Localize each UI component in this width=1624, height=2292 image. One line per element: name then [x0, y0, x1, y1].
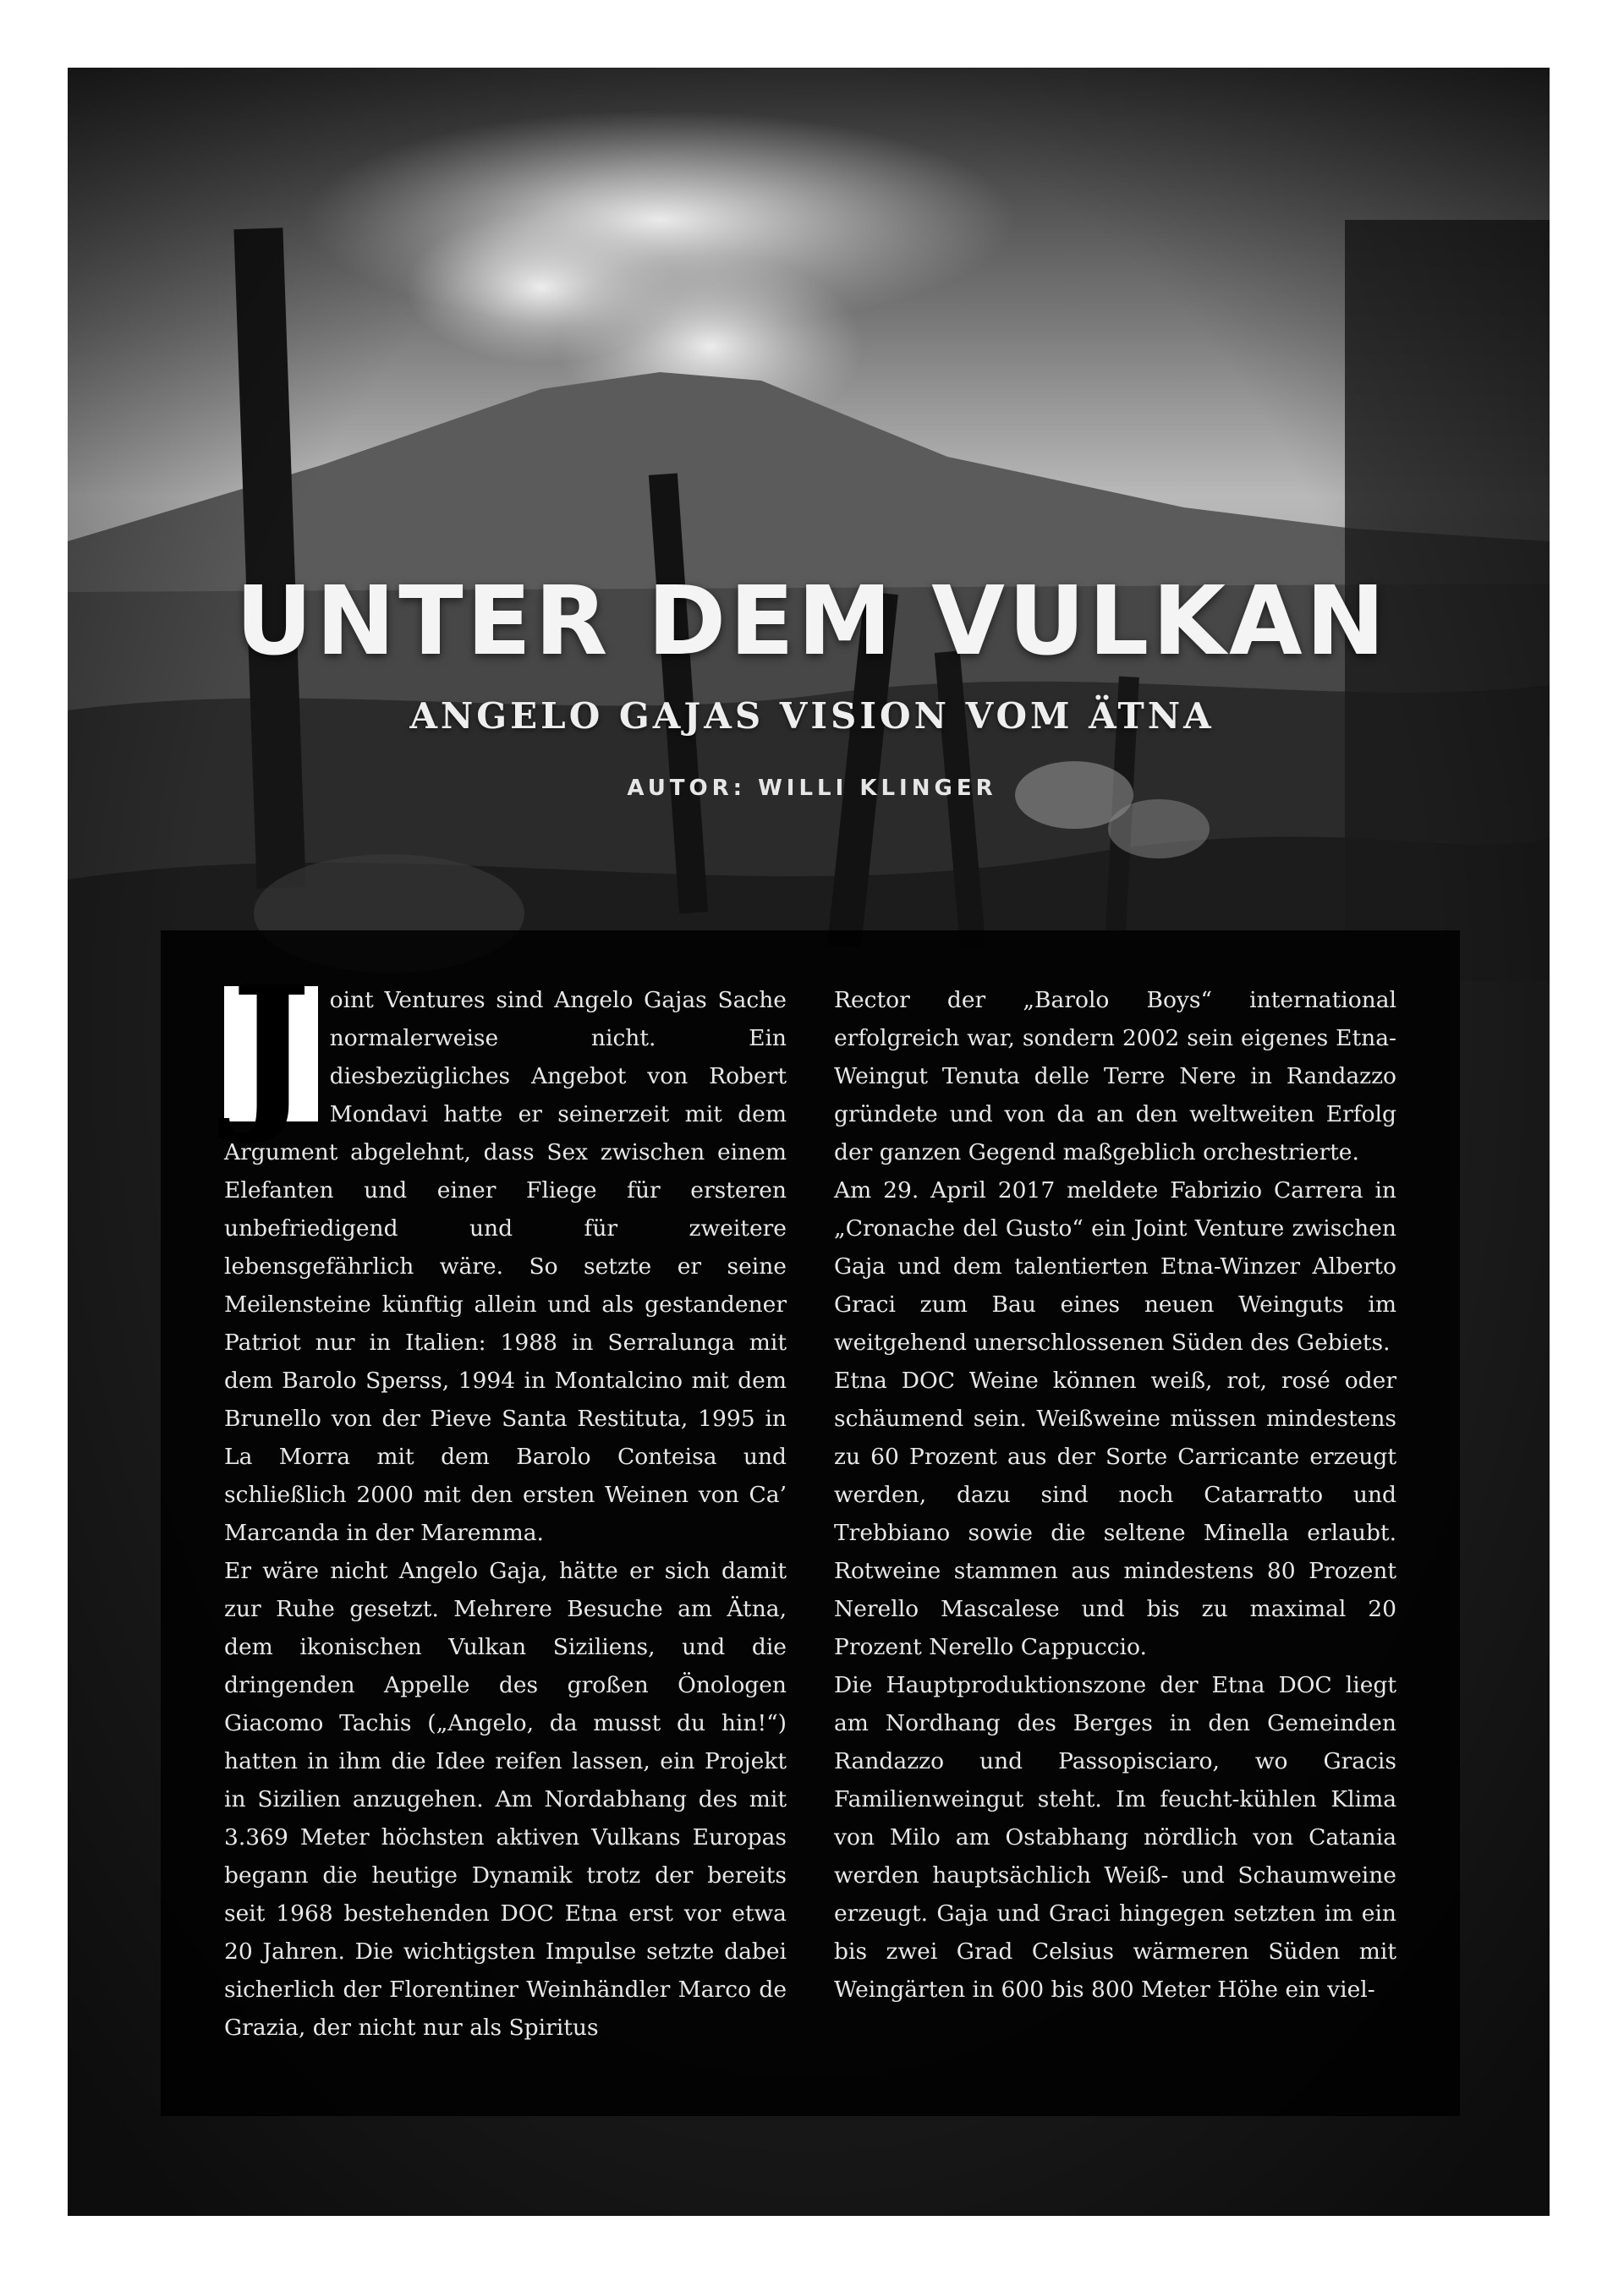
column-left — [224, 950, 787, 2047]
drop-cap: J — [224, 986, 318, 1121]
paragraph: Die Hauptproduktionszone der Etna DOC liegt am Nordhang des Berges in den Gemeinden Randazzo und Passopisciaro, wo Gracis Familienweingut steht. Im feucht-kühlen Klima von Milo am Ostabhang nördlich von Catania werden hauptsächlich Weiß- und Schaumweine erzeugt. Gaja und Graci hingegen setzten im ein bis zwei Grad Celsius wärmeren Süden mit Weingärten in 600 bis 800 Meter Höhe ein viel- — [834, 1672, 1396, 2003]
paragraph: Am 29. April 2017 meldete Fabrizio Carrera in „Cronache del Gusto“ ein Joint Venture zwischen Gaja und dem talentierten Etna-Winzer Alberto Graci zum Bau eines neuen Weinguts im weitgehend unerschlossenen Süden des Gebiets. — [834, 1177, 1396, 1356]
paragraph: Er wäre nicht Angelo Gaja, hätte er sich damit zur Ruhe gesetzt. Mehrere Besuche am Ätna, dem ikonischen Vulkan Siziliens, und die dringenden Appelle des großen Önologen Giacomo Tachis („Angelo, da musst du hin!“) hatten in ihm die Idee reifen lassen, ein Projekt in Sizilien anzugehen. Am Nordabhang des mit 3.369 Meter höchsten aktiven Vulkans Europas begann die heutige Dynamik trotz der bereits seit 1968 bestehenden DOC Etna erst vor etwa 20 Jahren. Die wichtigsten Impulse setzte dabei sicherlich der Florentiner Weinhändler Marco de Grazia, der nicht nur als Spiritus — [224, 1558, 787, 2041]
article-columns — [224, 950, 1396, 2047]
article-title: UNTER DEM VULKAN — [235, 567, 1389, 677]
article-subtitle: ANGELO GAJAS VISION VOM ÄTNA — [409, 695, 1215, 737]
column-right — [834, 981, 1396, 2047]
paragraph: Etna DOC Weine können weiß, rot, rosé oder schäumend sein. Weißweine müssen mindestens zu 60 Prozent aus der Sorte Carricante erzeugt werden, dazu sind noch Catarratto und Trebbiano sowie die seltene Minella erlaubt. Rotweine stammen aus mindestens 80 Prozent Nerello Mascalese und bis zu maximal 20 Prozent Nerello Cappuccio. — [834, 1368, 1396, 1660]
article-text-box — [161, 930, 1460, 2116]
paragraph: Rector der „Barolo Boys“ international erfolgreich war, sondern 2002 sein eigenes Etna-Weingut Tenuta delle Terre Nere in Randazzo gründete und von da an den weltweiten Erfolg der ganzen Gegend maßgeblich orchestrierte. — [834, 987, 1396, 1165]
article-author: AUTOR: WILLI KLINGER — [627, 776, 997, 801]
paragraph — [224, 950, 787, 1552]
paragraph-text: oint Ventures sind Angelo Gajas Sache normalerweise nicht. Ein diesbezügliches Angebot von Robert Mondavi hatte er seinerzeit mit dem Argument abgelehnt, dass Sex zwischen einem Elefanten und einer Fliege für ersteren unbefriedigend und für zweitere lebensgefährlich wäre. So setzte er seine Meilensteine künftig allein und als gestandener Patriot nur in Italien: 1988 in Serralunga mit dem Barolo Sperss, 1994 in Montalcino mit dem Brunello von der Pieve Santa Restituta, 1995 in La Morra mit dem Barolo Conteisa und schließlich 2000 mit den ersten Weinen von Ca’ Marcanda in der Maremma. — [224, 987, 787, 1546]
